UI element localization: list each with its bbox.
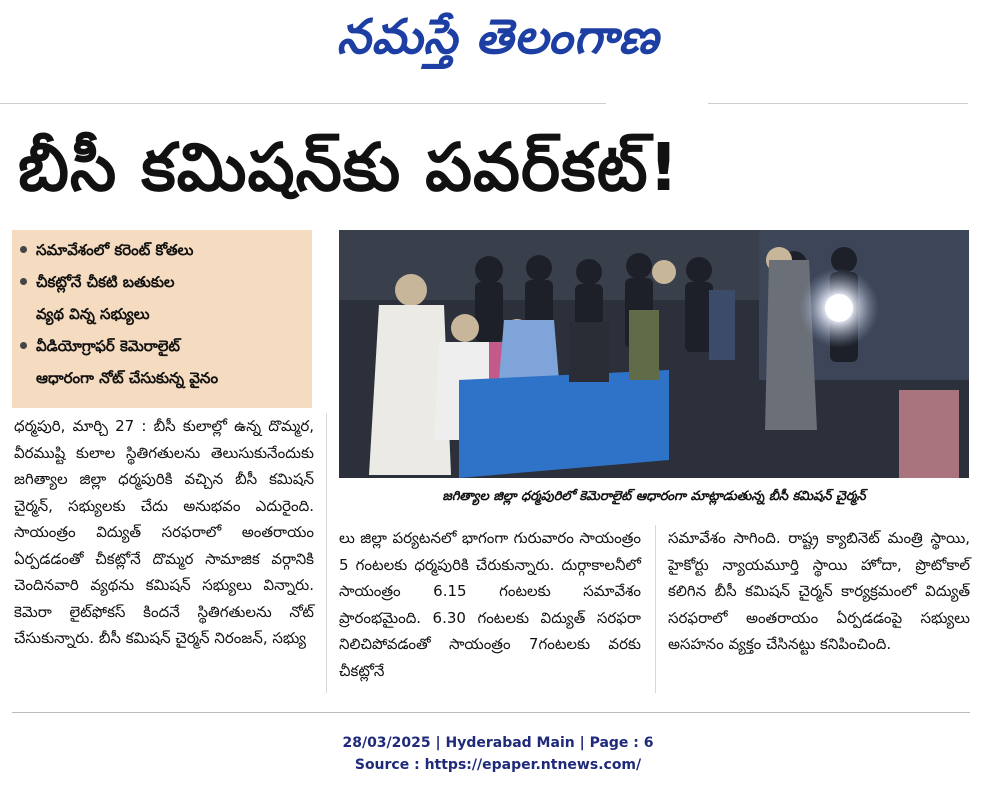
highlight-item: [20, 330, 306, 362]
article-text: సమావేశం సాగింది. రాష్ట్ర క్యాబినెట్ మంత్రి స్థాయి, హైకోర్టు న్యాయమూర్తి స్థాయి హోదా, ప్రొటోకాల్ కలిగిన బీసీ కమిషన్ చైర్మన్ కార్యక్రమంలో విద్యుత్ సరఫరాలో అంతరాయం ఏర్పడడంపై సభ్యులు అసహనం వ్యక్తం చేసినట్టు కనిపించింది.: [668, 529, 970, 653]
column-divider: [326, 413, 327, 693]
bottom-divider: [12, 712, 970, 713]
article-text: లు జిల్లా పర్యటనలో భాగంగా గురువారం సాయంత్రం 5 గంటలకు ధర్మపురికి చేరుకున్నారు. దుర్గాకాలనీలో సాయంత్రం 6.15 గంటలకు సమావేశం ప్రారంభమైంది. 6.30 గంటలకు విద్యుత్ సరఫరా నిలిచిపోవడంతో సాయంత్రం 7గంటలకు వరకు చీకట్లోనే: [339, 529, 641, 680]
top-divider-right: [708, 103, 968, 104]
highlight-text: చీకట్లోనే చీకటి బతుకుల: [36, 273, 175, 291]
article-column-1: [14, 413, 314, 703]
photo-illustration: [339, 230, 969, 478]
highlights-box: [12, 230, 312, 408]
highlight-item: [20, 266, 306, 298]
top-divider: [0, 103, 606, 104]
bullet-icon: [20, 342, 27, 349]
headline: బీసీ కమిషన్‌కు పవర్‌కట్!: [18, 129, 680, 206]
page-footer: [0, 732, 996, 776]
masthead-logo: నమస్తే తెలంగాణ: [336, 9, 660, 65]
highlight-text: వీడియోగ్రాఫర్ కెమెరాలైట్: [36, 337, 180, 355]
edition-info: 28/03/2025 | Hyderabad Main | Page : 6: [342, 735, 654, 751]
source-link[interactable]: Source : https://epaper.ntnews.com/: [354, 757, 642, 773]
highlight-text: సమావేశంలో కరెంట్ కోతలు: [36, 241, 194, 259]
highlight-text-cont: ఆధారంగా నోట్ చేసుకున్న వైనం: [36, 369, 219, 387]
article-text: ధర్మపురి, మార్చి 27 : బీసీ కులాల్లో ఉన్న దొమ్మర, వీరముష్టి కులాల స్థితిగతులను తెలుసుకునేందుకు జగిత్యాల జిల్లా ధర్మపురికి వచ్చిన బీసీ కమిషన్ చైర్మన్, సభ్యులకు చేదు అనుభవం ఎదురైంది. సాయంత్రం విద్యుత్ సరఫరాలో అంతరాయం ఏర్పడడంతో చీకట్లోనే దొమ్మర సామాజిక వర్గానికి చెందినవారి వ్యథను కమిషన్ సభ్యులు విన్నారు. కెమెరా లైట్‌ఫోకస్ కిందనే స్థితిగతులను నోట్ చేసుకున్నారు. బీసీ కమిషన్ చైర్మన్ నిరంజన్, సభ్యు: [14, 417, 314, 647]
news-photo: [339, 230, 969, 478]
column-divider: [655, 525, 656, 693]
bullet-icon: [20, 246, 27, 253]
photo-caption: జగిత్యాల జిల్లా ధర్మపురిలో కెమెరాలైట్ ఆధారంగా మాట్లాడుతున్న బీసీ కమిషన్ చైర్మన్: [339, 478, 969, 516]
article-column-3: [668, 525, 970, 695]
highlight-item: [20, 234, 306, 266]
highlight-text-cont: వ్యథ విన్న సభ్యులు: [36, 305, 150, 323]
article-column-2: [339, 525, 641, 695]
bullet-icon: [20, 278, 27, 285]
